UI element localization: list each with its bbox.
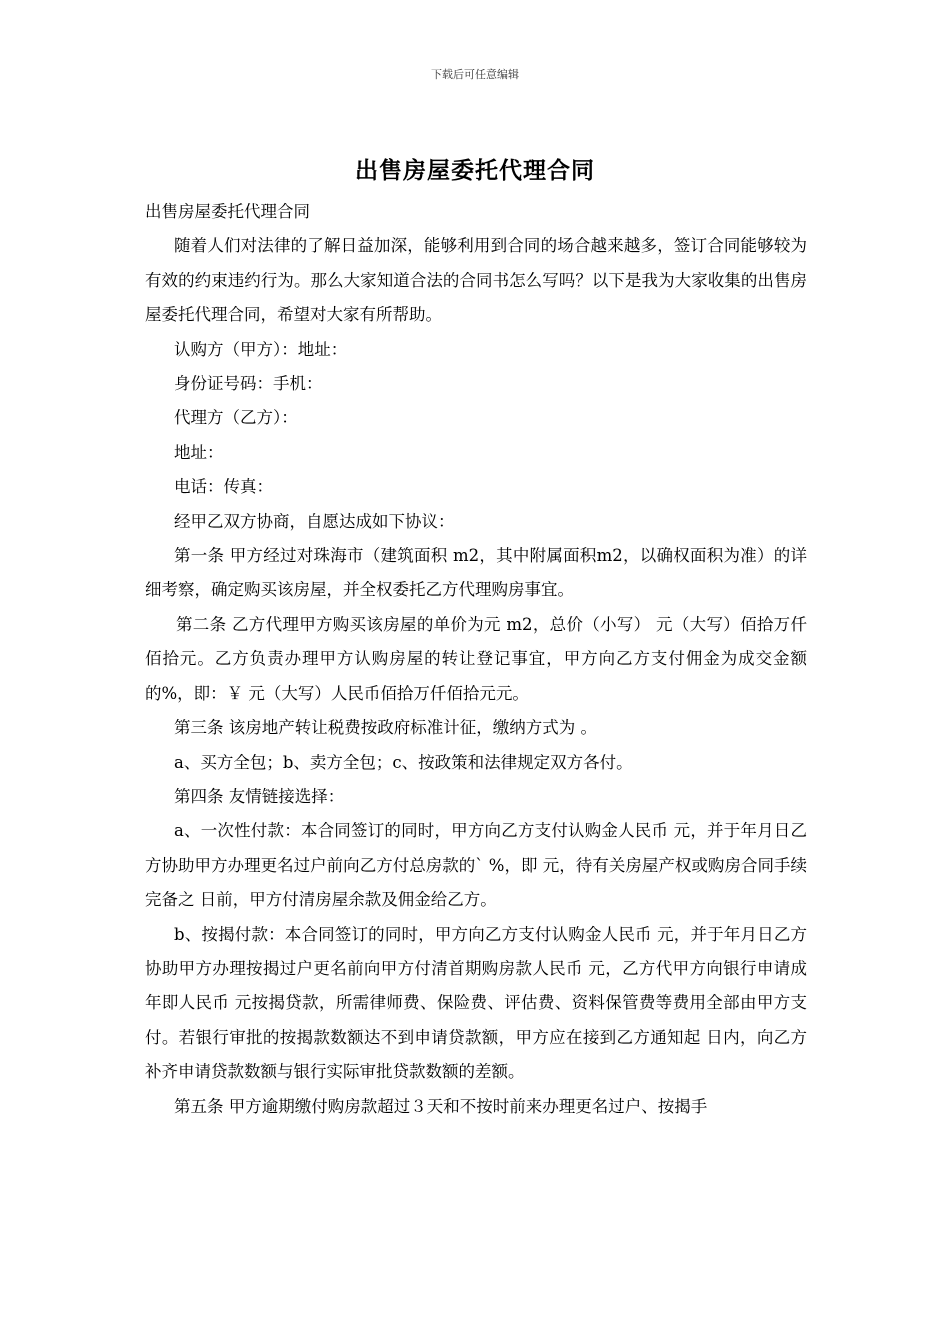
document-title: 出售房屋委托代理合同 bbox=[355, 157, 595, 184]
paragraph-article-4-option-a: a、一次性付款：本合同签订的同时，甲方向乙方支付认购金人民币 元，并于年月日乙方协助甲方办理更名过户前向乙方付总房款的` %，即 元，待有关房屋产权或购房合同手续完备之 日前，甲方付清房屋余款及佣金给乙方。 bbox=[145, 821, 807, 910]
paragraph-phone-fax: 电话：传真： bbox=[174, 477, 273, 497]
paragraph-intro: 随着人们对法律的了解日益加深，能够利用到合同的场合越来越多，签订合同能够较为有效的约束违约行为。那么大家知道合法的合同书怎么写吗？以下是我为大家收集的出售房屋委托代理合同，希望对大家有所帮助。 bbox=[145, 236, 807, 325]
paragraph-article-5: 第五条 甲方逾期缴付购房款超过３天和不按时前来办理更名过户、按揭手 bbox=[174, 1096, 708, 1116]
paragraph-article-4: 第四条 友情链接选择： bbox=[174, 786, 345, 806]
paragraph-party-a-address: 认购方（甲方）：地址： bbox=[174, 339, 348, 359]
paragraph-subtitle: 出售房屋委托代理合同 bbox=[145, 202, 310, 221]
document-body bbox=[145, 195, 807, 1124]
paragraph-party-b-address: 地址： bbox=[174, 442, 224, 462]
paragraph-party-a-id: 身份证号码：手机： bbox=[174, 374, 323, 394]
paragraph-article-3: 第三条 该房地产转让税费按政府标准计征，缴纳方式为 。 bbox=[174, 718, 597, 738]
paragraph-party-b: 代理方（乙方）： bbox=[174, 408, 298, 428]
paragraph-article-4-option-b: b、按揭付款：本合同签订的同时，甲方向乙方支付认购金人民币 元，并于年月日乙方协助甲方办理按揭过户更名前向甲方付清首期购房款人民币 元，乙方代甲方向银行申请成年即人民币 元按揭贷款，所需律师费、保险费、评估费、资料保管费等费用全部由甲方支付。若银行审批的按揭款数额达不到申请贷款额，甲方应在接到乙方通知起 日内，向乙方补齐申请贷款数额与银行实际审批贷款数额的差额。 bbox=[145, 924, 807, 1082]
paragraph-article-2: 第二条 乙方代理甲方购买该房屋的单价为元 m2，总价（小写） 元（大写）佰拾万仟佰拾元。乙方负责办理甲方认购房屋的转让登记事宜，甲方向乙方支付佣金为成交金额的%，即：￥ 元（大写）人民币佰拾万仟佰拾元元。 bbox=[145, 614, 807, 703]
paragraph-agreement-intro: 经甲乙双方协商，自愿达成如下协议： bbox=[174, 511, 455, 531]
paragraph-article-3-options: a、买方全包；b、卖方全包；c、按政策和法律规定双方各付。 bbox=[174, 752, 633, 772]
paragraph-article-1: 第一条 甲方经过对珠海市（建筑面积 m2，其中附属面积m2，以确权面积为准）的详细考察，确定购买该房屋，并全权委托乙方代理购房事宜。 bbox=[145, 546, 807, 600]
page-header-note: 下载后可任意编辑 bbox=[431, 68, 519, 81]
